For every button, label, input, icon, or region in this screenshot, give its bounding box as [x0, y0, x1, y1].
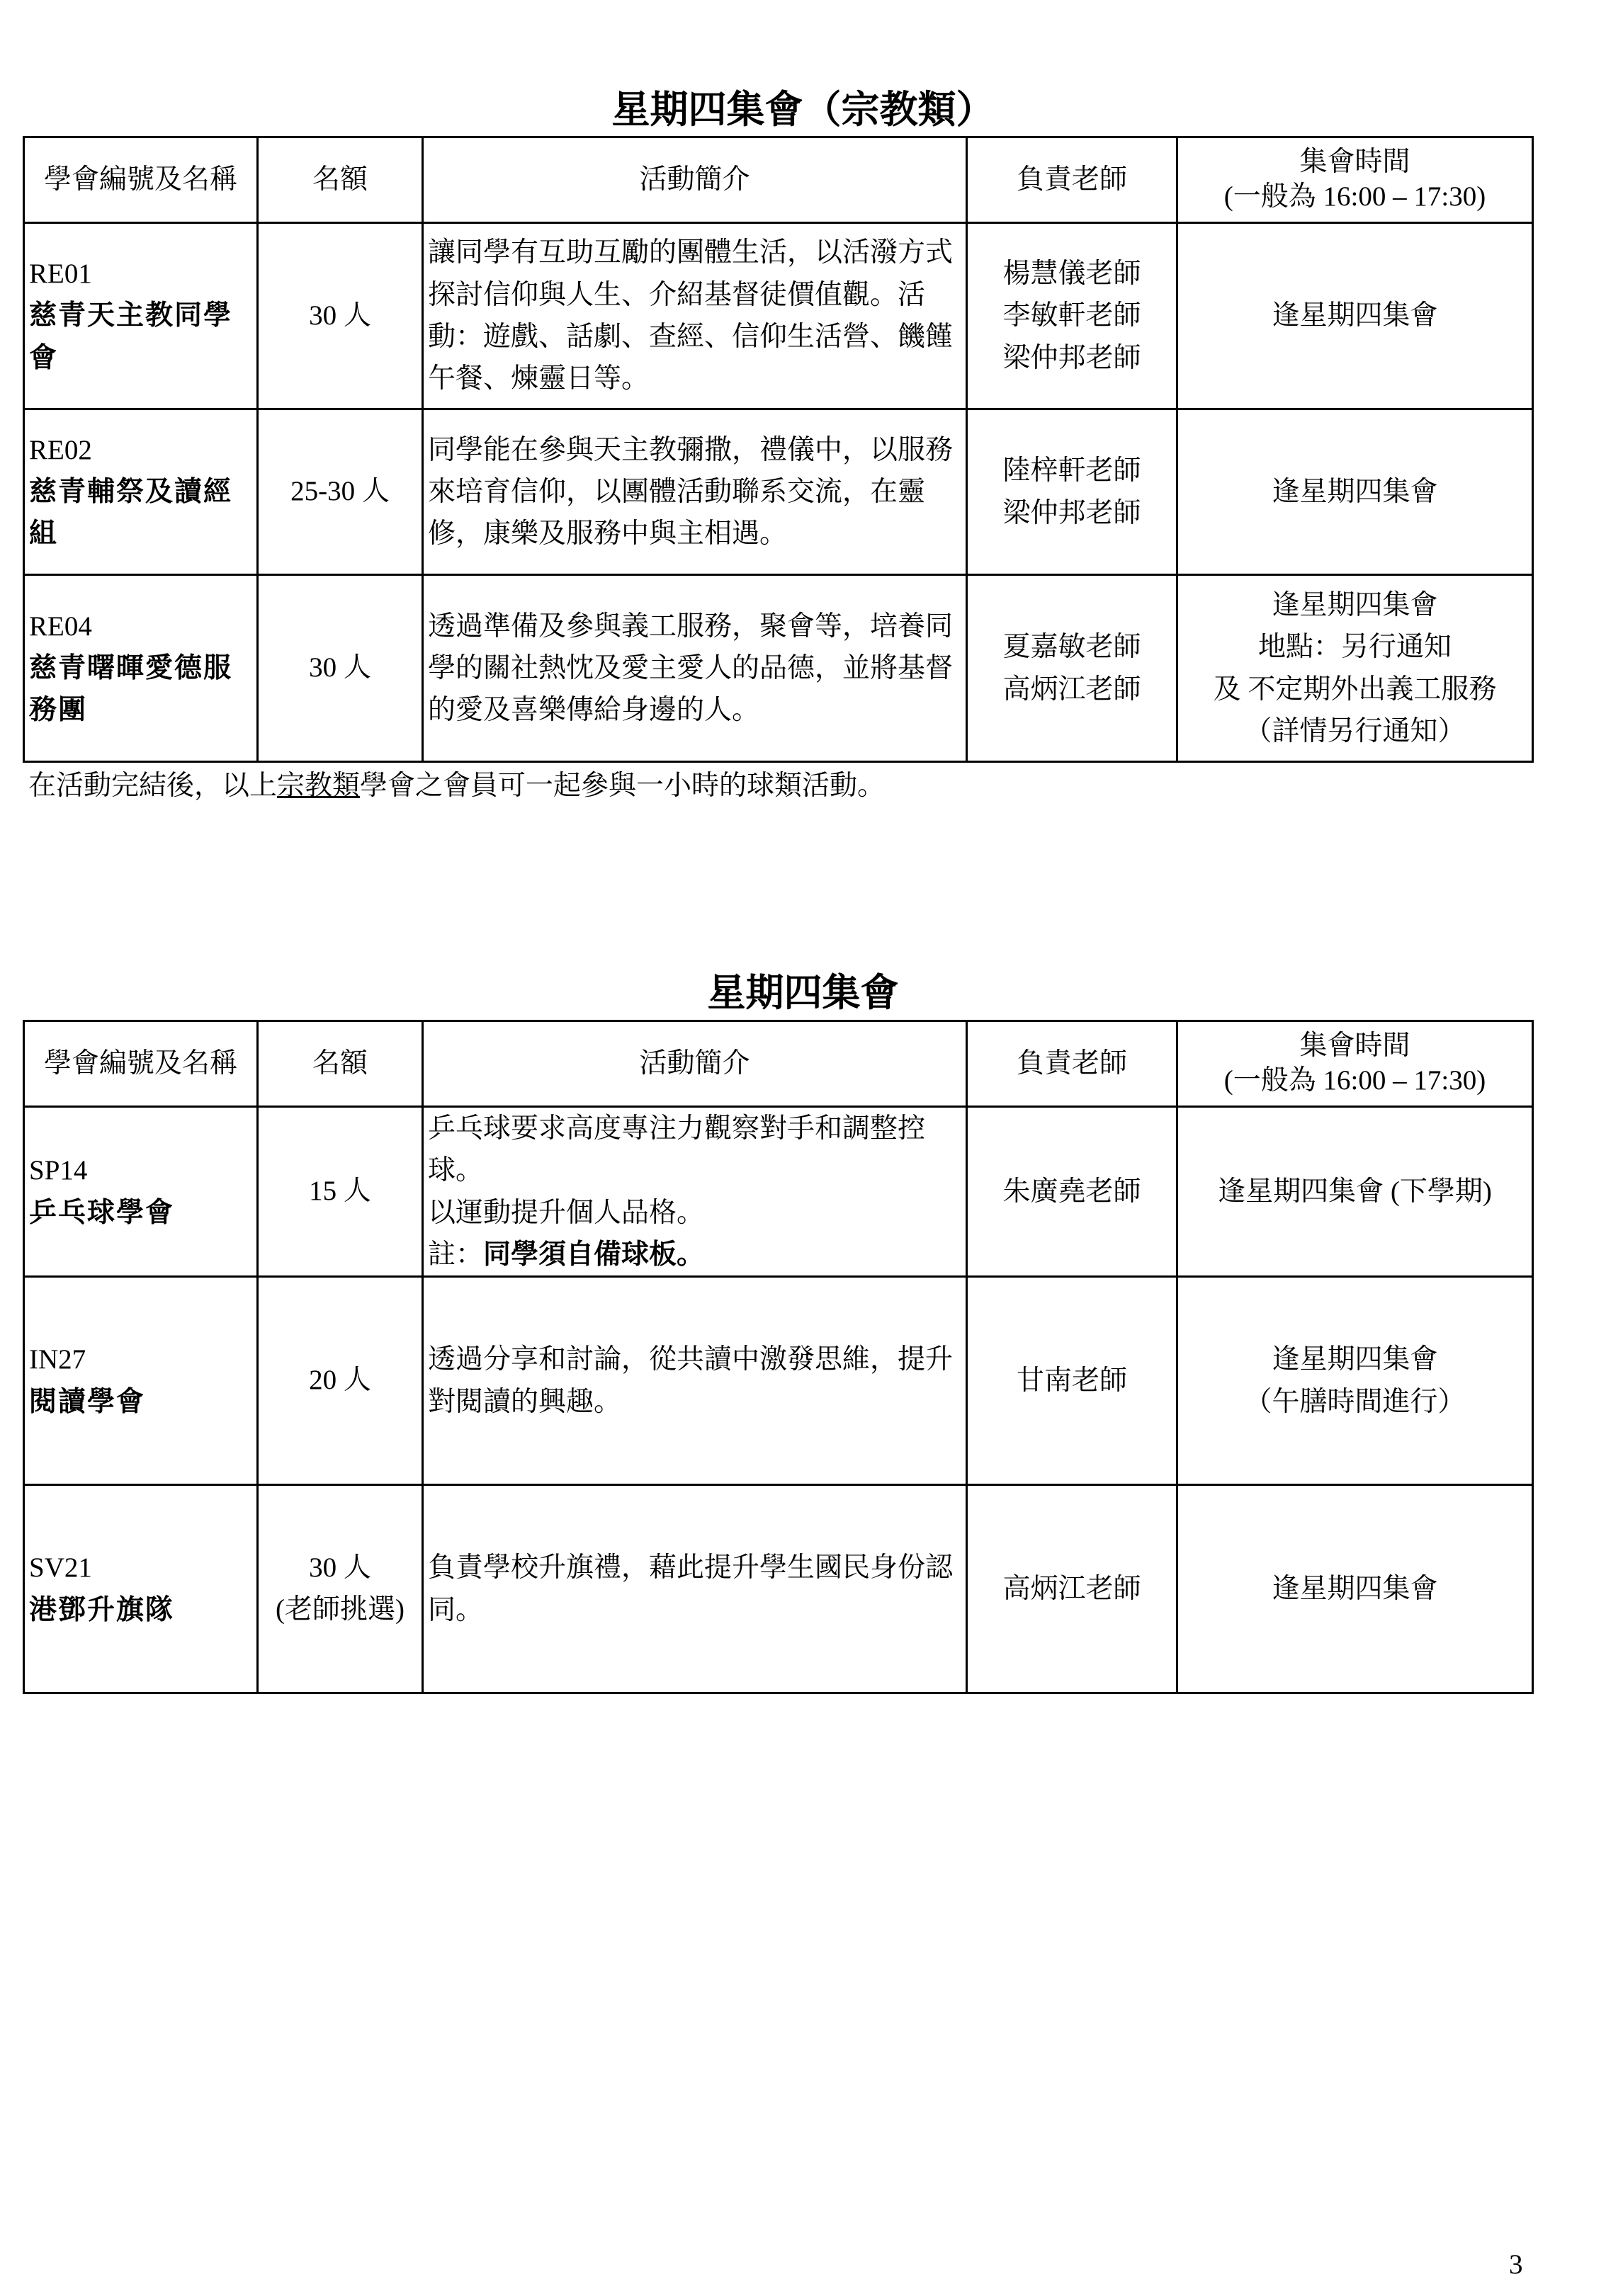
table-header-row — [24, 1021, 1533, 1107]
header-time — [1177, 1021, 1533, 1107]
teacher-name: 高炳江老師 — [1002, 1573, 1141, 1604]
club-teachers — [967, 1107, 1177, 1277]
time-line: 地點：另行通知 — [1257, 632, 1452, 663]
table-header-row — [24, 137, 1533, 223]
club-time — [1177, 575, 1533, 762]
time-line: 逢星期四集會 — [1272, 589, 1438, 620]
teacher-name: 陸梓軒老師 — [1002, 455, 1141, 487]
club-cell — [24, 1277, 258, 1485]
club-quota: 15 人 — [258, 1107, 423, 1277]
time-line: 逢星期四集會 (下學期) — [1218, 1176, 1492, 1207]
club-time — [1177, 1277, 1533, 1485]
club-name: 慈青輔祭及讀經組 — [29, 476, 233, 550]
table-row — [24, 1485, 1533, 1693]
club-time — [1177, 223, 1533, 409]
teacher-name: 夏嘉敏老師 — [1002, 632, 1141, 663]
time-line: （午膳時間進行） — [1244, 1386, 1466, 1417]
club-code: SP14 — [29, 1155, 88, 1186]
club-time — [1177, 1485, 1533, 1693]
table-row — [24, 575, 1533, 762]
club-code: SV21 — [29, 1552, 92, 1584]
description-line: 乒乓球要求高度專注力觀察對手和調整控球。 — [428, 1113, 926, 1186]
club-teachers — [967, 409, 1177, 575]
club-name: 慈青天主教同學會 — [29, 300, 233, 373]
time-line: 逢星期四集會 — [1272, 300, 1438, 331]
quota-value: 30 人 — [309, 1552, 371, 1584]
time-line: 逢星期四集會 — [1272, 1573, 1438, 1604]
club-cell — [24, 1107, 258, 1277]
header-quota: 名額 — [258, 137, 423, 223]
section1-footnote — [28, 772, 885, 800]
club-name: 乒乓球學會 — [29, 1197, 175, 1228]
club-teachers — [967, 575, 1177, 762]
time-line: 逢星期四集會 — [1272, 1344, 1438, 1375]
club-quota: 20 人 — [258, 1277, 423, 1485]
teacher-name: 梁仲邦老師 — [1002, 342, 1141, 373]
club-teachers — [967, 1277, 1177, 1485]
club-code: RE02 — [29, 434, 92, 465]
teacher-name: 甘南老師 — [1016, 1365, 1127, 1396]
description-line: 負責學校升旗禮，藉此提升學生國民身份認同。 — [428, 1552, 954, 1625]
club-name: 港鄧升旗隊 — [29, 1594, 175, 1625]
club-time — [1177, 1107, 1533, 1277]
header-quota: 名額 — [258, 1021, 423, 1107]
club-description — [423, 1277, 967, 1485]
club-name: 慈青曙暉愛德服務團 — [29, 652, 233, 726]
club-quota: 30 人 — [258, 575, 423, 762]
club-description — [423, 1485, 967, 1693]
club-name: 閱讀學會 — [29, 1386, 146, 1417]
section2-table — [23, 1020, 1534, 1694]
description-note: 同學須自備球板。 — [483, 1239, 705, 1270]
club-code: RE01 — [29, 258, 92, 290]
description-line: 以運動提升個人品格。 — [428, 1197, 705, 1228]
club-code: IN27 — [29, 1344, 86, 1375]
teacher-name: 朱廣堯老師 — [1002, 1176, 1141, 1207]
page-number: 3 — [1509, 2249, 1523, 2280]
header-teacher: 負責老師 — [967, 1021, 1177, 1107]
club-teachers — [967, 1485, 1177, 1693]
section1-table — [23, 136, 1534, 763]
header-time — [1177, 137, 1533, 223]
section1-title: 星期四集會（宗教類） — [611, 89, 995, 131]
teacher-name: 楊慧儀老師 — [1002, 258, 1141, 290]
table-row — [24, 1277, 1533, 1485]
club-description: 同學能在參與天主教彌撒，禮儀中，以服務來培育信仰，以團體活動聯系交流，在靈修，康樂及服務中與主相遇。 — [423, 409, 967, 575]
time-line: 及 不定期外出義工服務 — [1213, 674, 1497, 705]
description-note-prefix: 註： — [428, 1239, 484, 1270]
club-time — [1177, 409, 1533, 575]
table-row — [24, 1107, 1533, 1277]
header-time-sub: (一般為 16:00 – 17:30) — [1223, 1065, 1486, 1096]
club-teachers — [967, 223, 1177, 409]
header-name: 學會編號及名稱 — [24, 137, 258, 223]
time-line: 逢星期四集會 — [1272, 476, 1438, 507]
club-cell — [24, 223, 258, 409]
club-cell — [24, 1485, 258, 1693]
description-line: 透過分享和討論，從共讀中激發思維，提升對閱讀的興趣。 — [428, 1344, 954, 1417]
header-time-sub: (一般為 16:00 – 17:30) — [1223, 181, 1486, 212]
teacher-name: 李敏軒老師 — [1002, 300, 1141, 331]
header-time-title: 集會時間 — [1299, 147, 1410, 178]
header-time-title: 集會時間 — [1299, 1030, 1410, 1062]
club-cell — [24, 409, 258, 575]
club-description: 透過準備及參與義工服務，聚會等，培養同學的關社熱忱及愛主愛人的品德，並將基督的愛及喜樂傳給身邊的人。 — [423, 575, 967, 762]
table-row — [24, 409, 1533, 575]
section2-title: 星期四集會 — [707, 972, 899, 1014]
header-name: 學會編號及名稱 — [24, 1021, 258, 1107]
club-description: 讓同學有互助互勵的團體生活，以活潑方式探討信仰與人生、介紹基督徒價值觀。活動：遊戲、話劇、查經、信仰生活營、饑饉午餐、煉靈日等。 — [423, 223, 967, 409]
footnote-underlined: 宗教類 — [277, 771, 361, 801]
club-quota — [258, 1485, 423, 1693]
table-row — [24, 223, 1533, 409]
club-quota: 25-30 人 — [258, 409, 423, 575]
time-line: （詳情另行通知） — [1244, 715, 1466, 746]
teacher-name: 高炳江老師 — [1002, 674, 1141, 705]
club-description — [423, 1107, 967, 1277]
club-cell — [24, 575, 258, 762]
club-code: RE04 — [29, 610, 92, 642]
header-desc: 活動簡介 — [423, 1021, 967, 1107]
teacher-name: 梁仲邦老師 — [1002, 497, 1141, 528]
footnote-text: 學會之會員可一起參與一小時的球類活動。 — [360, 771, 886, 801]
header-teacher: 負責老師 — [967, 137, 1177, 223]
header-desc: 活動簡介 — [423, 137, 967, 223]
footnote-text: 在活動完結後，以上 — [28, 771, 278, 801]
quota-note: (老師挑選) — [276, 1593, 405, 1625]
club-quota: 30 人 — [258, 223, 423, 409]
